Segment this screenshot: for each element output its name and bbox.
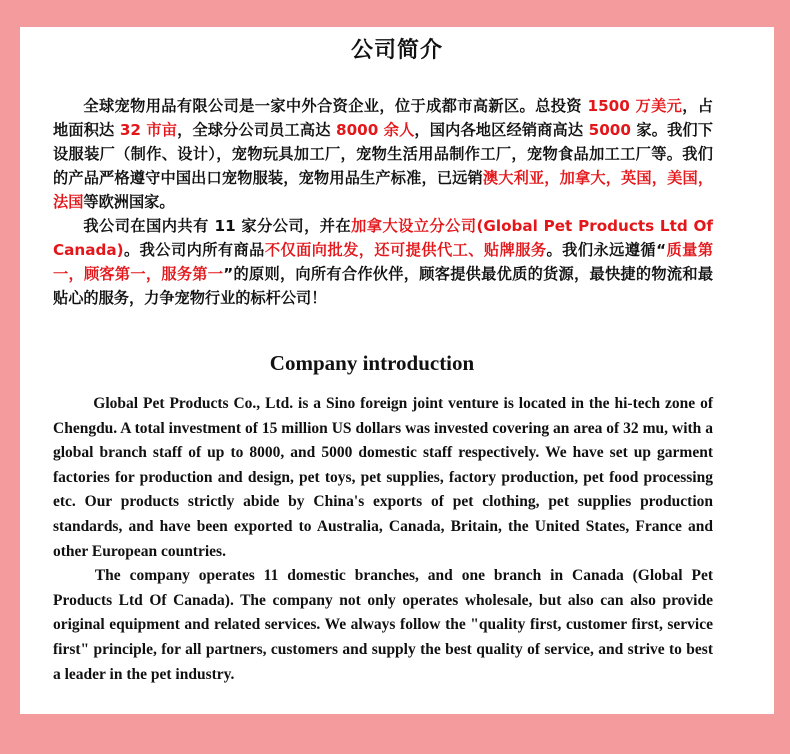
- cn-p1-text-4: ，国内各地区经销商高达: [414, 121, 589, 139]
- cn-p2-text-3: 。我们永远遵循“: [546, 241, 667, 259]
- english-paragraph-1: Global Pet Products Co., Ltd. is a Sino foreign joint venture is located in the hi-tech zone of Chengdu. A total investment of 15 million US dollars was invested covering an area of 32 mu, with a global branch staff of up to 8000, and 5000 domestic staff respectively. We have set up garment factories for production and design, pet toys, pet supplies, factory production, pet food processing etc. Our products strictly abide by China's exports of pet clothing, pet supplies production standards, and have been exported to Australia, Canada, Britain, the United States, France and other European countries.: [53, 395, 713, 560]
- cn-p1-highlight-area: 32 市亩: [119, 121, 178, 139]
- cn-p2-text-2: 。我公司内所有商品: [123, 241, 265, 259]
- cn-p1-text-2: ，占地面积达: [53, 97, 713, 139]
- cn-p1-text-5: 家。我们下设服装厂（制作、设计），宠物玩具加工厂，宠物生活用品制作工厂，宠物食品加工工厂等。我们的产品严格遵守中国出口宠物服装，宠物用品生产标准，已远销: [53, 121, 713, 187]
- cn-p1-highlight-staff: 8000 余人: [336, 121, 415, 139]
- cn-p2-text-1: 我公司在国内共有 11 家分公司，并在: [83, 217, 352, 235]
- cn-p1-highlight-investment: 1500 万美元: [587, 97, 683, 115]
- cn-p1-text-3: ，全球分公司员工高达: [177, 121, 337, 139]
- content-card: [20, 27, 774, 714]
- cn-p1-text-1: 全球宠物用品有限公司是一家中外合资企业，位于成都市高新区。总投资: [83, 97, 588, 115]
- cn-p1-highlight-dealers: 5000: [588, 121, 631, 139]
- english-title: Company introduction: [269, 351, 475, 375]
- english-body: [53, 392, 713, 687]
- cn-p1-highlight-countries: 澳大利亚，加拿大，英国，美国，法国: [53, 169, 714, 211]
- chinese-paragraph-2: [53, 214, 713, 310]
- chinese-body: [53, 94, 713, 310]
- chinese-paragraph-1: [53, 94, 713, 214]
- chinese-title: 公司简介: [350, 38, 443, 63]
- english-paragraph-2: The company operates 11 domestic branches, and one branch in Canada (Global Pet Products Ltd Of Canada). The company not only operates wholesale, but also can also provide original equipment and related services. We always follow the "quality first, customer first, service first" principle, for all partners, customers and supply the best quality of service, and strive to best a leader in the pet industry.: [53, 567, 713, 683]
- cn-p2-highlight-services: 不仅面向批发，还可提供代工、贴牌服务: [264, 241, 547, 259]
- cn-p1-text-6: 等欧洲国家。: [83, 193, 175, 211]
- cn-p2-highlight-canada: 加拿大设立分公司(Global Pet Products Ltd Of Canada): [53, 217, 713, 259]
- cn-p2-text-4: ”的原则，向所有合作伙伴，顾客提供最优质的货源，最快捷的物流和最贴心的服务，力争宠物行业的标杆公司！: [53, 265, 714, 307]
- cn-p2-highlight-principle: 质量第一，顾客第一，服务第一: [53, 241, 714, 283]
